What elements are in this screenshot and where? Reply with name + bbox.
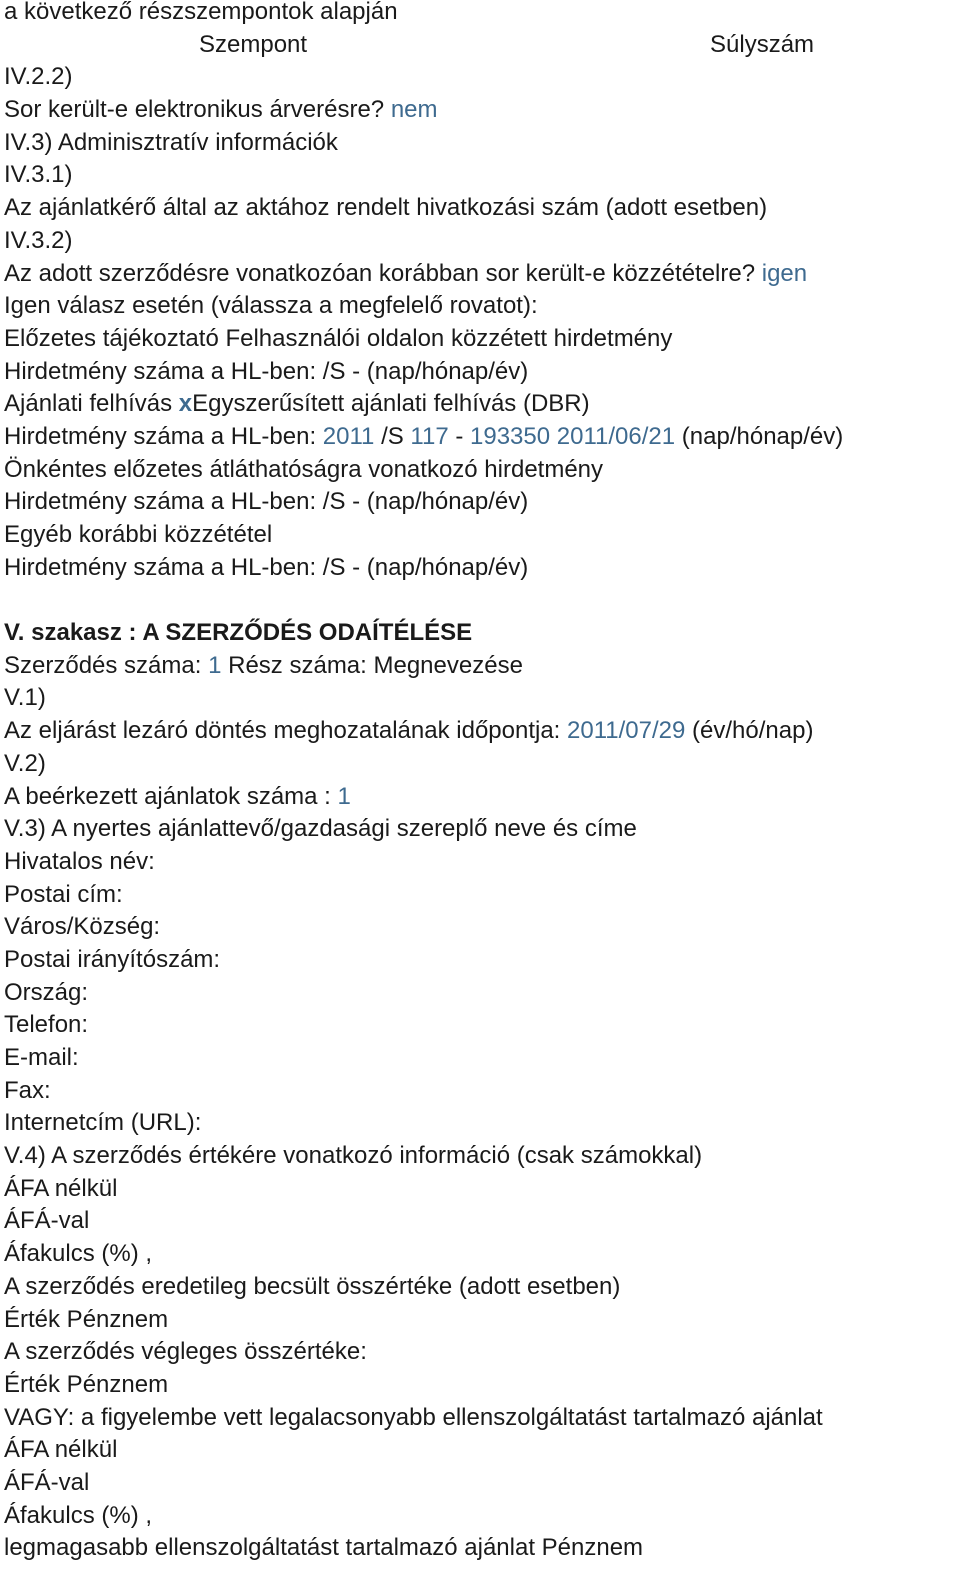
section-v-title: V. szakasz : A SZERZŐDÉS ODAÍTÉLÉSE <box>4 619 473 647</box>
notice-s-separator: /S <box>374 422 411 450</box>
notice-number-line-contract <box>4 421 956 454</box>
part-number-label: Rész száma: Megnevezése <box>221 651 523 679</box>
yes-answer-instruction: Igen válasz esetén (válassza a megfelelő rovatot): <box>4 292 538 320</box>
value-incl-vat-label-2: ÁFÁ-val <box>4 1468 90 1496</box>
value-excl-vat-label: ÁFA nélkül <box>4 1174 118 1202</box>
winner-heading: V.3) A nyertes ajánlattevő/gazdasági szereplő neve és címe <box>4 815 637 843</box>
checked-mark-icon: x <box>178 390 193 418</box>
winner-fax-label: Fax: <box>4 1076 51 1104</box>
notice-number: 193350 <box>470 422 551 450</box>
value-excl-vat-label-2: ÁFA nélkül <box>4 1436 118 1464</box>
section-code-iv-2-2: IV.2.2) <box>4 63 73 91</box>
simplified-notice-label: Egyszerűsített ajánlati felhívás (DBR) <box>192 390 590 418</box>
winner-phone-label: Telefon: <box>4 1011 89 1039</box>
contract-number-label: Szerződés száma: <box>4 651 209 679</box>
notice-number-line-voluntary: Hirdetmény száma a HL-ben: /S - (nap/hónap/év) <box>4 488 529 516</box>
notice-date-format: (nap/hónap/év) <box>675 422 844 450</box>
offers-received-value: 1 <box>337 782 351 810</box>
voluntary-transparency-label: Önkéntes előzetes átláthatóságra vonatkozó hirdetmény <box>4 455 604 483</box>
winner-postal-address-label: Postai cím: <box>4 880 123 908</box>
other-publication-label: Egyéb korábbi közzététel <box>4 521 273 548</box>
section-code-iv-3-2: IV.3.2) <box>4 226 73 254</box>
prior-information-label: Előzetes tájékoztató Felhasználói oldalon közzétett hirdetmény <box>4 324 673 352</box>
e-auction-answer: nem <box>390 96 438 124</box>
weight-column-label: Súlyszám <box>710 30 815 58</box>
winner-url-label: Internetcím (URL): <box>4 1109 202 1137</box>
previous-publication-question: Az adott szerződésre vonatkozóan korábban sor került-e közzétételre? <box>4 259 756 287</box>
contract-notice-line <box>4 388 956 421</box>
section-code-v-1: V.1) <box>4 684 46 712</box>
e-auction-line <box>4 94 956 127</box>
notice-date: 2011/06/21 <box>556 422 676 450</box>
offers-received-line <box>4 781 956 814</box>
value-incl-vat-label: ÁFÁ-val <box>4 1207 90 1235</box>
vat-rate-label-2: Áfakulcs (%) , <box>4 1501 153 1529</box>
value-currency-label-final: Érték Pénznem <box>4 1370 169 1398</box>
offers-received-label: A beérkezett ajánlatok száma : <box>4 782 338 810</box>
admin-info-heading: IV.3) Adminisztratív információk <box>4 128 338 156</box>
estimated-total-label: A szerződés eredetileg becsült összértéke (adott esetben) <box>4 1272 621 1300</box>
spacer <box>4 584 956 617</box>
previous-publication-answer: igen <box>761 259 808 287</box>
contract-notice-label: Ajánlati felhívás <box>4 390 179 418</box>
notice-dash: - <box>448 422 471 450</box>
final-total-label: A szerződés végleges összértéke: <box>4 1338 367 1366</box>
intro-text: a következő részszempontok alapján <box>4 0 398 25</box>
document-page <box>4 0 956 1565</box>
notice-number-line-prior: Hirdetmény száma a HL-ben: /S - (nap/hónap/év) <box>4 357 529 385</box>
decision-date-label: Az eljárást lezáró döntés meghozatalának időpontja: <box>4 717 568 745</box>
notice-s-number: 117 <box>410 422 449 450</box>
vat-rate-label: Áfakulcs (%) , <box>4 1240 153 1268</box>
contract-value-heading: V.4) A szerződés értékére vonatkozó információ (csak számokkal) <box>4 1142 703 1170</box>
winner-city-label: Város/Község: <box>4 913 161 941</box>
decision-date-line <box>4 715 956 748</box>
notice-prefix: Hirdetmény száma a HL-ben: <box>4 422 323 450</box>
section-code-v-2: V.2) <box>4 749 46 777</box>
criteria-column-label: Szempont <box>199 30 308 58</box>
decision-date-format: (év/hó/nap) <box>685 717 814 745</box>
winner-country-label: Ország: <box>4 978 89 1006</box>
e-auction-question: Sor került-e elektronikus árverésre? <box>4 96 385 124</box>
winner-official-name-label: Hivatalos név: <box>4 847 155 875</box>
lowest-offer-label: VAGY: a figyelembe vett legalacsonyabb ellenszolgáltatást tartalmazó ajánlat <box>4 1403 823 1431</box>
criteria-header <box>4 29 956 62</box>
contract-number-value: 1 <box>208 651 222 679</box>
winner-postal-code-label: Postai irányítószám: <box>4 945 221 973</box>
previous-publication-line <box>4 258 956 291</box>
value-currency-label: Érték Pénznem <box>4 1305 169 1333</box>
contract-number-line <box>4 650 956 683</box>
reference-number-label: Az ajánlatkérő által az aktához rendelt hivatkozási szám (adott esetben) <box>4 194 768 222</box>
notice-number-line-other: Hirdetmény száma a HL-ben: /S - (nap/hónap/év) <box>4 553 529 581</box>
notice-year: 2011 <box>322 422 375 450</box>
section-code-iv-3-1: IV.3.1) <box>4 161 73 189</box>
winner-email-label: E-mail: <box>4 1044 79 1071</box>
decision-date-value: 2011/07/29 <box>567 717 686 745</box>
highest-offer-label: legmagasabb ellenszolgáltatást tartalmazó ajánlat Pénznem <box>4 1534 644 1562</box>
